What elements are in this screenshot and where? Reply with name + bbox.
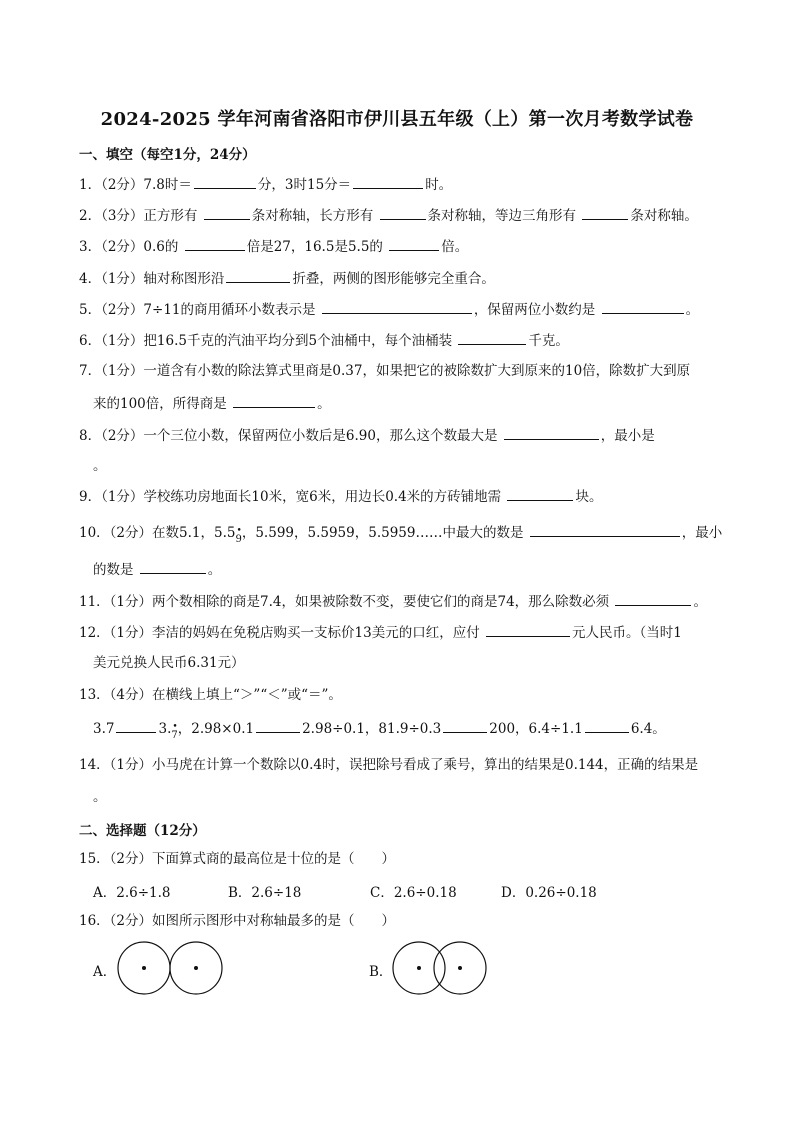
question-5: 5．（2分）7÷11的商用循环小数表示是 ，保留两位小数约是 。 <box>79 299 724 320</box>
answer-blank[interactable] <box>233 393 315 408</box>
option-a[interactable]: A．2.6÷1.8 <box>93 885 171 901</box>
page-title: 2024-2025 学年河南省洛阳市伊川县五年级（上）第一次月考数学试卷 <box>100 109 694 130</box>
section-heading-fill-in: 一、填空（每空1分，24分） <box>79 147 256 163</box>
repeating-digit: • 7 <box>171 726 177 746</box>
two-circles-overlapping-figure <box>390 940 490 1000</box>
question-1: 1．（2分）7.8时＝ 分，3时15分＝ 时。 <box>79 174 724 195</box>
answer-blank[interactable] <box>486 622 570 637</box>
question-4: 4．（1分）轴对称图形沿 折叠，两侧的图形能够完全重合。 <box>79 268 724 289</box>
answer-blank[interactable] <box>226 268 290 283</box>
answer-blank[interactable] <box>582 205 628 220</box>
question-2: 2．（3分）正方形有 条对称轴，长方形有 条对称轴，等边三角形有 条对称轴。 <box>79 205 724 226</box>
question-16: 16．（2分）如图所示图形中对称轴最多的是（ ） <box>79 913 396 929</box>
answer-blank[interactable] <box>389 236 439 251</box>
option-d[interactable]: D．0.26÷0.18 <box>501 885 597 901</box>
question-6: 6．（1分）把16.5千克的汽油平均分到5个油桶中，每个油桶装 千克。 <box>79 330 724 351</box>
answer-blank[interactable] <box>185 236 245 251</box>
question-12-cont: 美元兑换人民币6.31元） <box>93 655 245 671</box>
question-10-cont: 的数是 。 <box>93 559 723 580</box>
question-9: 9．（1分）学校练功房地面长10米，宽6米，用边长0.4米的方砖铺地需 块。 <box>79 486 724 507</box>
answer-blank[interactable] <box>140 559 206 574</box>
question-11: 11．（1分）两个数相除的商是7.4，如果被除数不变，要使它们的商是74，那么除数必须 。 <box>79 591 724 612</box>
question-3: 3．（2分）0.6的 倍是27，16.5是5.5的 倍。 <box>79 236 724 257</box>
repeating-digit: • 9 <box>235 530 241 550</box>
answer-blank[interactable] <box>353 174 423 189</box>
answer-blank[interactable] <box>116 718 156 733</box>
answer-blank[interactable] <box>585 718 629 733</box>
question-15: 15．（2分）下面算式商的最高位是十位的是（ ） <box>79 851 396 867</box>
answer-blank[interactable] <box>615 591 691 606</box>
question-14-cont: 。 <box>93 789 107 805</box>
answer-blank[interactable] <box>194 174 256 189</box>
option-b[interactable]: B．2.6÷18 <box>228 885 302 901</box>
question-7-cont: 来的100倍，所得商是 。 <box>93 393 723 414</box>
answer-blank[interactable] <box>256 718 300 733</box>
question-10: 10．（2分）在数5.1，5.5• 9，5.599，5.5959，5.5959……中最大的数是 ，最小 <box>79 522 724 550</box>
question-8: 8．（2分）一个三位小数，保留两位小数后是6.90，那么这个数最大是 ，最小是 <box>79 425 724 446</box>
question-7: 7．（1分）一道含有小数的除法算式里商是0.37，如果把它的被除数扩大到原来的10倍，除数扩大到原 <box>79 363 691 379</box>
answer-blank[interactable] <box>458 330 526 345</box>
question-12: 12．（1分）李洁的妈妈在免税店购买一支标价13美元的口红，应付 元人民币。（当时1 <box>79 622 724 643</box>
option-a-label[interactable]: A． <box>93 964 117 980</box>
answer-blank[interactable] <box>507 486 573 501</box>
question-13-cont: 3.7 3.• 7，2.98×0.1 2.98÷0.1，81.9÷0.3 200，6.4÷1.1 6.4。 <box>93 718 723 746</box>
answer-blank[interactable] <box>443 718 487 733</box>
answer-blank[interactable] <box>380 205 426 220</box>
option-b-label[interactable]: B． <box>369 964 393 980</box>
section-heading-choice: 二、选择题（12分） <box>79 823 206 839</box>
question-14: 14．（1分）小马虎在计算一个数除以0.4时，误把除号看成了乘号，算出的结果是0.144，正确的结果是 <box>79 757 699 773</box>
two-circles-tangent-figure <box>116 940 226 1000</box>
answer-blank[interactable] <box>204 205 250 220</box>
answer-blank[interactable] <box>322 299 472 314</box>
answer-blank[interactable] <box>530 522 680 537</box>
answer-blank[interactable] <box>504 425 599 440</box>
question-13: 13．（4分）在横线上填上“＞”“＜”或“＝”。 <box>79 687 342 703</box>
answer-blank[interactable] <box>602 299 684 314</box>
question-8-cont: 。 <box>93 458 107 474</box>
option-c[interactable]: C．2.6÷0.18 <box>370 885 457 901</box>
